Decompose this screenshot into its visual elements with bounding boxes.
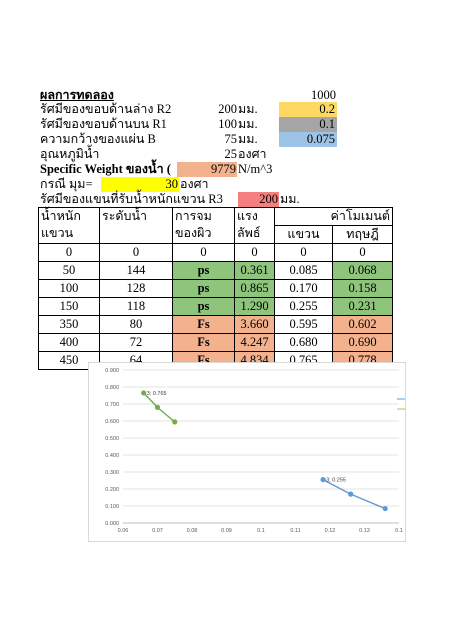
param-label-r2: รัศมีของขอบด้านล่าง R2: [40, 102, 172, 116]
cell-level: 72: [100, 334, 173, 352]
param-unit-b: มม.: [238, 132, 258, 146]
table-row: [39, 244, 393, 262]
cell-level: 80: [100, 316, 173, 334]
chart-y-tick-label: 0.400: [105, 453, 119, 459]
chart-point: [155, 405, 160, 410]
cell-force: 4.247: [235, 334, 275, 352]
cell-moment-theory: 0.231: [333, 298, 393, 316]
table-row: [39, 298, 393, 316]
chart-point: [383, 506, 388, 511]
chart-series: [141, 390, 388, 511]
r3-value: 200: [259, 192, 278, 206]
chart-y-tick-label: 0.600: [105, 419, 119, 425]
cell-force: 3.660: [235, 316, 275, 334]
header-force: แรงลัพธ์: [235, 208, 275, 244]
chart-x-tick-label: 0.11: [290, 528, 301, 534]
chart-y-tick-label: 0.200: [105, 487, 119, 493]
cell-moment-theory: 0.778: [333, 352, 393, 370]
cell-weight: 50: [39, 262, 100, 280]
header-submersion: การจมของผิว: [173, 208, 235, 244]
cell-weight: 450: [39, 352, 100, 370]
param-box-value-b: 0.075: [306, 132, 335, 146]
cell-level: 118: [100, 298, 173, 316]
chart-x-tick-label: 0.07: [152, 528, 163, 534]
subheader-hanging: แขวน: [275, 226, 333, 244]
cell-force: 1.290: [235, 298, 275, 316]
header-moment: ค่าโมเมนต์: [275, 208, 393, 226]
cell-type: Fs: [173, 352, 235, 370]
r3-label: รัศมีของแขนที่รับน้ำหนักแขวน R3: [40, 192, 223, 206]
chart-y-tick-label: 0.800: [105, 385, 119, 391]
chart-y-tick-label: 0.700: [105, 402, 119, 408]
chart-data-label: 3; 0.255: [326, 477, 346, 484]
header-level: ระดับน้ำ: [100, 208, 173, 244]
table-row: [39, 280, 393, 298]
cell-weight: 350: [39, 316, 100, 334]
chart-point: [141, 390, 146, 395]
chart-y-tick-label: 0.900: [105, 368, 119, 374]
param-label-b: ความกว้างของแผ่น B: [40, 132, 156, 146]
cell-type: Fs: [173, 316, 235, 334]
chart-x-ticks: [118, 528, 403, 534]
chart-y-tick-label: 0.300: [105, 470, 119, 476]
cell-type: ps: [173, 298, 235, 316]
cell-moment-hanging: 0.680: [275, 334, 333, 352]
top-value: 1000: [311, 88, 336, 102]
chart-data-label: 3; 0.765: [146, 390, 167, 397]
specific-weight-value: 9779: [211, 162, 236, 176]
param-unit-temp: องศา: [238, 147, 267, 161]
cell-level: 144: [100, 262, 173, 280]
chart-x-tick-label: 0.09: [221, 528, 232, 534]
cell-force: 0.865: [235, 280, 275, 298]
chart-x-tick-label: 0.13: [359, 528, 370, 534]
chart-y-tick-label: 0.100: [105, 504, 119, 510]
angle-unit: องศา: [180, 177, 209, 191]
cell-force: 4.834: [235, 352, 275, 370]
cell-type: 0: [173, 244, 235, 262]
chart-x-tick-label: 0.12: [324, 528, 336, 534]
param-label-temp: อุณหภูมิน้ำ: [40, 147, 100, 161]
cell-force: 0.361: [235, 262, 275, 280]
results-table: [38, 207, 393, 370]
cell-moment-theory: 0: [333, 244, 393, 262]
cell-moment-hanging: 0.085: [275, 262, 333, 280]
chart-x-tick-label: 0.1: [395, 528, 403, 534]
chart-y-tick-label: 0.500: [105, 436, 119, 442]
cell-force: 0: [235, 244, 275, 262]
r3-unit: มม.: [280, 192, 300, 206]
cell-type: Fs: [173, 334, 235, 352]
cell-moment-theory: 0.690: [333, 334, 393, 352]
cell-moment-theory: 0.602: [333, 316, 393, 334]
cell-weight: 100: [39, 280, 100, 298]
cell-weight: 150: [39, 298, 100, 316]
cell-level: 0: [100, 244, 173, 262]
table-header-row: [39, 208, 393, 226]
table-row: [39, 334, 393, 352]
cell-type: ps: [173, 280, 235, 298]
header-weight: น้ำหนักแขวน: [39, 208, 100, 244]
param-label-r1: รัศมีของขอบด้านบน R1: [40, 117, 167, 131]
chart-series-line: [323, 477, 385, 509]
cell-moment-hanging: 0.255: [275, 298, 333, 316]
param-box-value-r2: 0.2: [319, 102, 335, 116]
angle-value: 30: [165, 177, 178, 191]
cell-moment-hanging: 0: [275, 244, 333, 262]
cell-moment-hanging: 0.170: [275, 280, 333, 298]
param-box-value-r1: 0.1: [319, 117, 335, 131]
angle-label: กรณี มุม=: [40, 177, 93, 191]
chart-point: [348, 492, 353, 497]
cell-level: 64: [100, 352, 173, 370]
chart-y-tick-label: 0.000: [105, 521, 119, 527]
param-value-r1: 100: [218, 117, 237, 131]
param-unit-r2: มม.: [238, 102, 258, 116]
cell-moment-hanging: 0.765: [275, 352, 333, 370]
table-row: [39, 316, 393, 334]
chart-x-tick-label: 0.06: [117, 528, 129, 534]
chart-point: [321, 477, 326, 482]
moment-chart: [88, 362, 406, 542]
specific-weight-label: Specific Weight ของน้ำ (: [40, 162, 171, 176]
param-value-temp: 25: [224, 147, 237, 161]
cell-weight: 0: [39, 244, 100, 262]
subheader-theory: ทฤษฎี: [333, 226, 393, 244]
table-row: [39, 262, 393, 280]
chart-y-ticks: [105, 368, 119, 527]
specific-weight-unit: N/m^3: [238, 162, 273, 176]
param-value-b: 75: [224, 132, 237, 146]
chart-x-tick-label: 0.1: [257, 528, 265, 534]
cell-weight: 400: [39, 334, 100, 352]
chart-x-tick-label: 0.08: [186, 528, 198, 534]
cell-type: ps: [173, 262, 235, 280]
page-title: ผลการทดลอง: [40, 88, 114, 102]
param-unit-r1: มม.: [238, 117, 258, 131]
cell-moment-hanging: 0.595: [275, 316, 333, 334]
chart-point: [172, 419, 177, 424]
cell-level: 128: [100, 280, 173, 298]
param-value-r2: 200: [218, 102, 237, 116]
cell-moment-theory: 0.158: [333, 280, 393, 298]
cell-moment-theory: 0.068: [333, 262, 393, 280]
